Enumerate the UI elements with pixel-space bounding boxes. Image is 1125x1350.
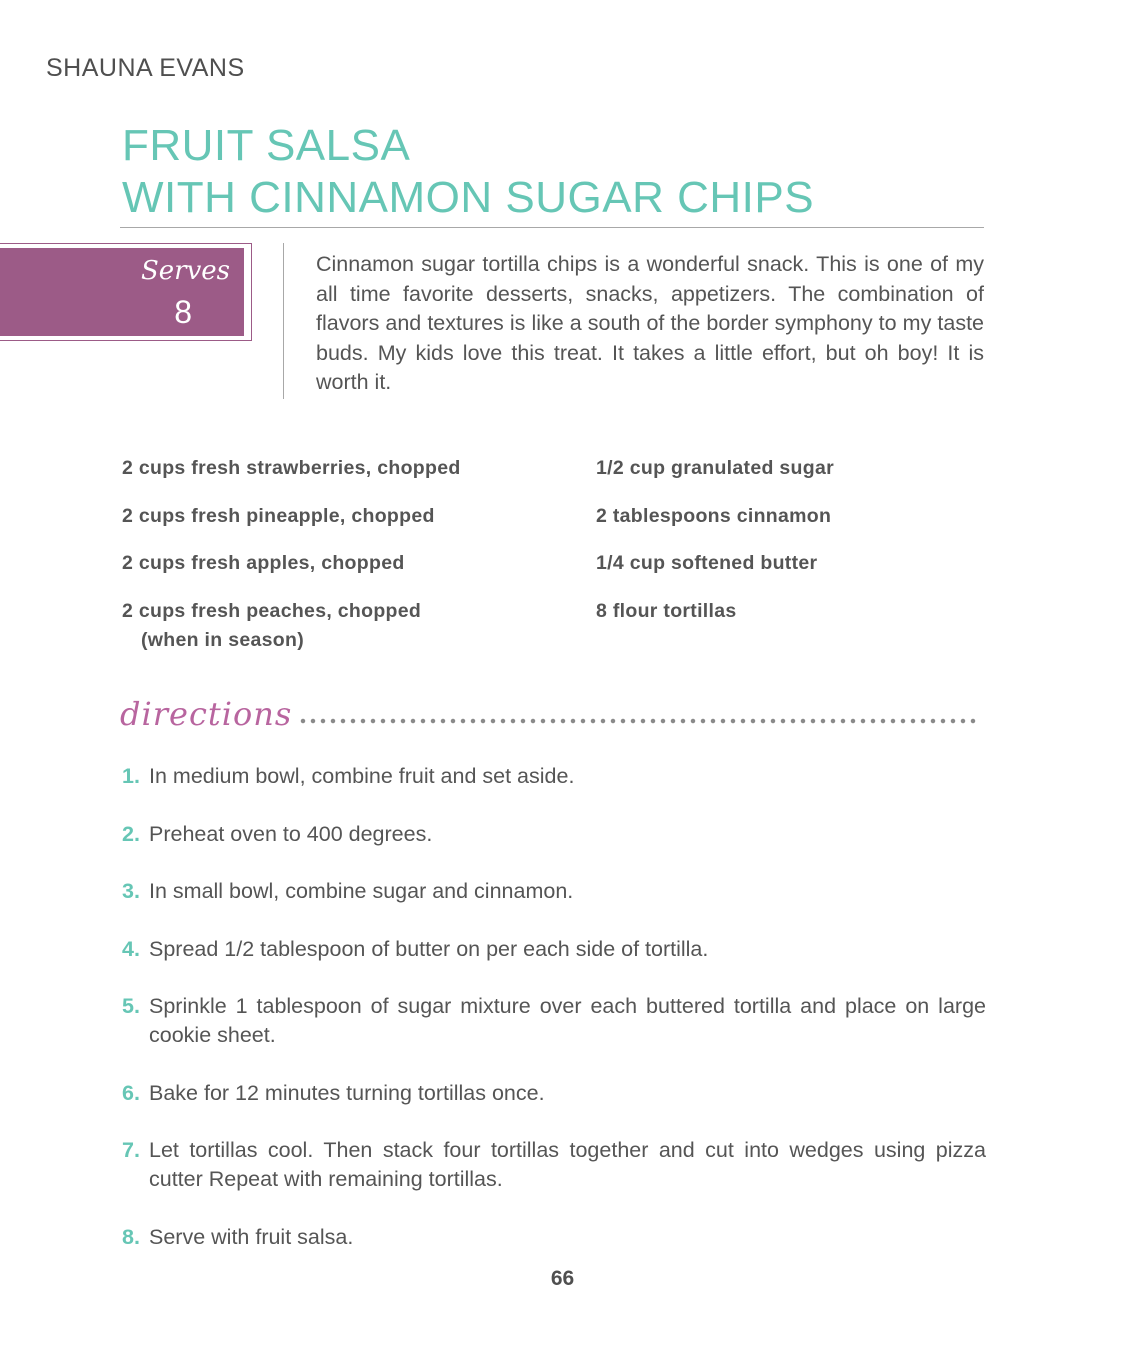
step-text: Bake for 12 minutes turning tortillas once. [149,1080,545,1105]
step-text: In medium bowl, combine fruit and set aside. [149,764,575,788]
step-text: Let tortillas cool. Then stack four tortillas together and cut into wedges using pizza cutter Repeat with remaining tortillas. [149,1138,986,1191]
direction-step [122,1079,986,1108]
direction-step [122,820,986,849]
direction-step [122,762,986,791]
recipe-intro: Cinnamon sugar tortilla chips is a wonderful snack. This is one of my all time favorite desserts, snacks, appetizers. The combination of flavors and textures is like a south of the border symphony to my taste buds. My kids love this treat. It takes a little effort, but oh boy! It is worth it. [316,252,984,394]
direction-step [122,935,986,964]
directions-heading: directions [120,695,293,733]
ingredients-left-column [122,455,562,674]
step-text: Spread 1/2 tablespoon of butter on per each side of tortilla. [149,936,709,961]
ingredients-right-column [596,455,986,645]
step-number: 7. [122,1138,140,1162]
directions-list [122,762,986,1280]
ingredient-item: 1/4 cup softened butter [596,552,818,574]
serves-label: Serves [140,256,230,286]
serves-count: 8 [174,294,192,330]
ingredient-item: 1/2 cup granulated sugar [596,457,835,479]
title-line-2: WITH CINNAMON SUGAR CHIPS [122,173,815,222]
direction-step [122,992,986,1050]
step-number: 2. [122,821,140,846]
step-text: In small bowl, combine sugar and cinnamon. [149,879,574,903]
direction-step [122,877,986,906]
step-number: 1. [122,764,140,788]
ingredient-item: 2 cups fresh peaches, chopped (when in season) [122,598,562,653]
ingredient-item: 2 cups fresh pineapple, chopped [122,504,435,527]
serves-badge-fill [0,248,244,336]
step-text: Serve with fruit salsa. [149,1224,354,1249]
direction-step [122,1223,986,1252]
step-number: 8. [122,1224,140,1249]
dotted-divider [300,718,986,724]
title-line-1: FRUIT SALSA [122,121,411,170]
intro-divider [283,243,284,399]
ingredient-item: 2 cups fresh apples, chopped [122,552,405,574]
ingredient-note: (when in season) [141,628,304,651]
step-number: 4. [122,936,140,961]
author-name: SHAUNA EVANS [46,54,245,82]
recipe-title [122,120,992,224]
step-number: 6. [122,1080,140,1105]
title-divider [120,227,984,228]
direction-step [122,1136,986,1194]
step-number: 3. [122,879,140,903]
serves-badge [0,243,252,341]
ingredient-item: 2 tablespoons cinnamon [596,504,832,527]
step-text: Preheat oven to 400 degrees. [149,821,433,846]
step-number: 5. [122,994,140,1018]
ingredient-item: 8 flour tortillas [596,599,737,622]
step-text: Sprinkle 1 tablespoon of sugar mixture over each buttered tortilla and place on large cookie sheet. [149,994,986,1047]
ingredient-item: 2 cups fresh strawberries, chopped [122,457,461,479]
page-number: 66 [550,1267,575,1290]
